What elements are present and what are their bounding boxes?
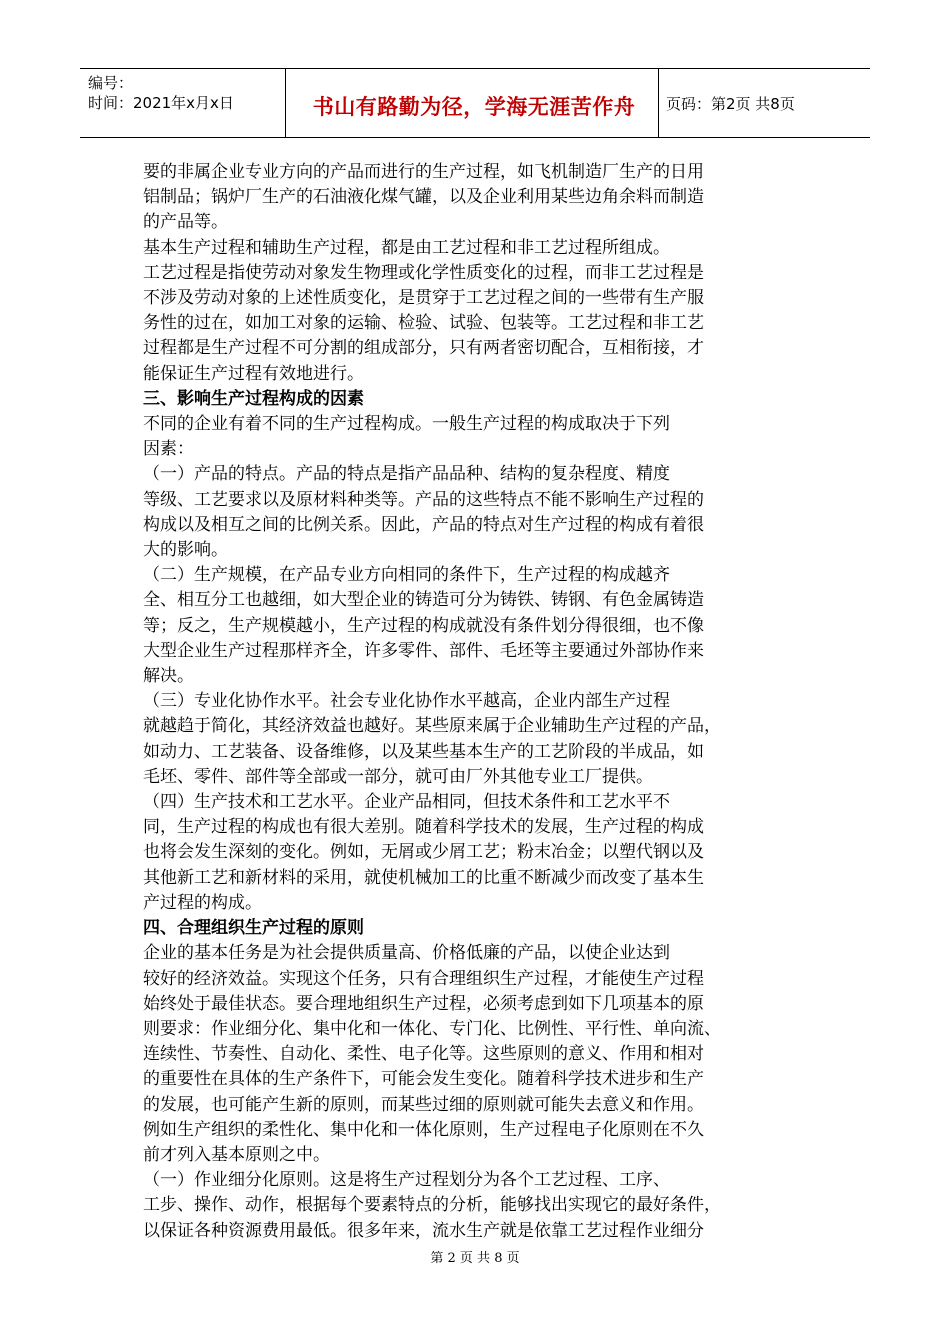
body-line: （四）生产技术和工艺水平。企业产品相同，但技术条件和工艺水平不	[143, 792, 670, 813]
body-line: 如动力、工艺装备、设备维修，以及某些基本生产的工艺阶段的半成品，如	[143, 741, 704, 762]
body-line: 较好的经济效益。实现这个任务，只有合理组织生产过程，才能使生产过程	[143, 968, 704, 989]
body-line: 等；反之，生产规模越小，生产过程的构成就没有条件划分得很细，也不像	[143, 615, 704, 636]
body-line: 的产品等。	[143, 212, 228, 233]
body-line: （三）专业化协作水平。社会专业化协作水平越高，企业内部生产过程	[143, 691, 670, 712]
body-line: （一）产品的特点。产品的特点是指产品品种、结构的复杂程度、精度	[143, 464, 670, 485]
header-motto: 书山有路勤为径，学海无涯苦作舟	[312, 95, 636, 119]
body-line: 能保证生产过程有效地进行。	[143, 363, 364, 384]
body-line: 的发展，也可能产生新的原则，而某些过细的原则就可能失去意义和作用。	[143, 1094, 704, 1115]
body-line: 则要求：作业细分化、集中化和一体化、专门化、比例性、平行性、单向流、	[143, 1018, 721, 1039]
body-line: 产过程的构成。	[143, 892, 262, 913]
body-line: 例如生产组织的柔性化、集中化和一体化原则，生产过程电子化原则在不久	[143, 1119, 704, 1140]
header-page-info: 页码：第2页 共8页	[666, 95, 795, 113]
body-line: 始终处于最佳状态。要合理地组织生产过程，必须考虑到如下几项基本的原	[143, 993, 704, 1014]
header-divider-right	[658, 69, 659, 137]
body-line: 务性的过在，如加工对象的运输、检验、试验、包装等。工艺过程和非工艺	[143, 313, 704, 334]
document-number-label: 编号：	[88, 74, 134, 92]
body-line: 以保证各种资源费用最低。很多年来，流水生产就是依靠工艺过程作业细分	[143, 1220, 704, 1241]
body-line: 等级、工艺要求以及原材料种类等。产品的这些特点不能不影响生产过程的	[143, 489, 704, 510]
body-line: 不同的企业有着不同的生产过程构成。一般生产过程的构成取决于下列	[143, 414, 670, 435]
body-line: 就越趋于简化，其经济效益也越好。某些原来属于企业辅助生产过程的产品，	[143, 716, 721, 737]
body-line: 的重要性在具体的生产条件下，可能会发生变化。随着科学技术进步和生产	[143, 1069, 704, 1090]
body-line: 基本生产过程和辅助生产过程，都是由工艺过程和非工艺过程所组成。	[143, 237, 670, 258]
body-line: 大的影响。	[143, 540, 228, 561]
body-line: 不涉及劳动对象的上述性质变化，是贯穿于工艺过程之间的一些带有生产服	[143, 288, 704, 309]
header-divider-left	[285, 69, 286, 137]
body-line: 前才列入基本原则之中。	[143, 1144, 330, 1165]
body-line: 毛坯、零件、部件等全部或一部分，就可由厂外其他专业工厂提供。	[143, 766, 653, 787]
body-line: 全、相互分工也越细，如大型企业的铸造可分为铸铁、铸钢、有色金属铸造	[143, 590, 704, 611]
section-heading: 四、合理组织生产过程的原则	[143, 918, 364, 939]
body-line: 过程都是生产过程不可分割的组成部分，只有两者密切配合，互相衔接，才	[143, 338, 704, 359]
body-line: 铝制品；锅炉厂生产的石油液化煤气罐，以及企业利用某些边角余料而制造	[143, 187, 704, 208]
body-line: 大型企业生产过程那样齐全，许多零件、部件、毛坯等主要通过外部协作来	[143, 640, 704, 661]
page-header	[80, 68, 870, 138]
section-heading: 三、影响生产过程构成的因素	[143, 388, 364, 409]
body-line: （二）生产规模，在产品专业方向相同的条件下，生产过程的构成越齐	[143, 565, 670, 586]
body-line: 解决。	[143, 666, 194, 687]
page-footer: 第 2 页 共 8 页	[430, 1251, 520, 1266]
body-line: 要的非属企业专业方向的产品而进行的生产过程，如飞机制造厂生产的日用	[143, 162, 704, 182]
document-body	[143, 160, 793, 1244]
body-line: 工艺过程是指使劳动对象发生物理或化学性质变化的过程，而非工艺过程是	[143, 262, 704, 283]
body-line: 企业的基本任务是为社会提供质量高、价格低廉的产品，以使企业达到	[143, 943, 670, 964]
body-line: 同，生产过程的构成也有很大差别。随着科学技术的发展，生产过程的构成	[143, 817, 704, 838]
body-line: 构成以及相互之间的比例关系。因此，产品的特点对生产过程的构成有着很	[143, 514, 704, 535]
body-line: 工步、操作、动作，根据每个要素特点的分析，能够找出实现它的最好条件，	[143, 1195, 721, 1216]
document-time-label: 时间：2021年x月x日	[88, 94, 234, 112]
body-line: 因素：	[143, 439, 194, 460]
body-line: 也将会发生深刻的变化。例如，无屑或少屑工艺；粉末冶金；以塑代钢以及	[143, 842, 704, 863]
body-line: 其他新工艺和新材料的采用，就使机械加工的比重不断减少而改变了基本生	[143, 867, 704, 888]
body-line: 连续性、节奏性、自动化、柔性、电子化等。这些原则的意义、作用和相对	[143, 1044, 704, 1065]
header-meta	[88, 73, 234, 113]
body-line: （一）作业细分化原则。这是将生产过程划分为各个工艺过程、工序、	[143, 1170, 670, 1191]
